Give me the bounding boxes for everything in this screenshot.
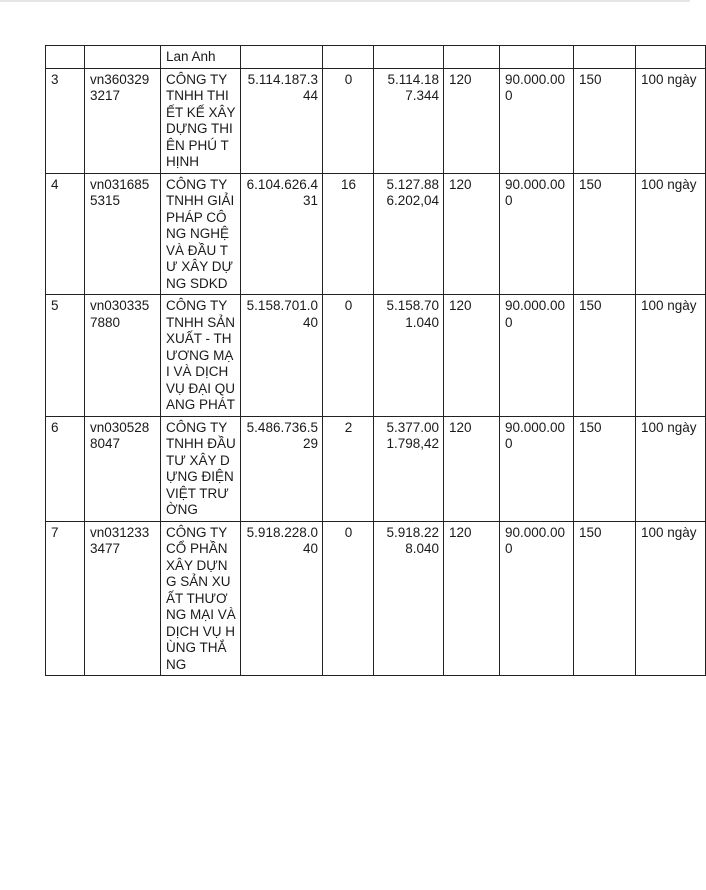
cell-time: 100 ngày [636, 295, 706, 417]
cell-stt: 3 [46, 68, 85, 173]
cell-name: CÔNG TY CỔ PHẦN XÂY DỰNG SẢN XUẤT THƯƠNG MẠI VÀ DỊCH VỤ HÙNG THẮNG [161, 521, 241, 676]
cell-final-price [374, 46, 444, 69]
cell-bid-price: 6.104.626.431 [241, 173, 323, 295]
cell-final-price: 5.114.187.344 [374, 68, 444, 173]
cell-discount [323, 46, 374, 69]
table-row [46, 521, 706, 676]
cell-name: CÔNG TY TNHH SẢN XUẤT - THƯƠNG MẠI VÀ DỊCH VỤ ĐẠI QUANG PHÁT [161, 295, 241, 417]
cell-stt [46, 46, 85, 69]
cell-code: vn0316855315 [85, 173, 161, 295]
cell-bid-price: 5.114.187.344 [241, 68, 323, 173]
cell-bid-price: 5.918.228.040 [241, 521, 323, 676]
cell-validity: 120 [444, 173, 500, 295]
cell-guarantee: 90.000.000 [500, 295, 574, 417]
table-row [46, 173, 706, 295]
cell-guarantee-days [574, 46, 636, 69]
cell-time: 100 ngày [636, 173, 706, 295]
cell-discount: 0 [323, 68, 374, 173]
cell-validity: 120 [444, 68, 500, 173]
cell-guarantee-days: 150 [574, 295, 636, 417]
cell-final-price: 5.377.001.798,42 [374, 416, 444, 521]
cell-stt: 6 [46, 416, 85, 521]
cell-code: vn0303357880 [85, 295, 161, 417]
cell-final-price: 5.127.886.202,04 [374, 173, 444, 295]
cell-validity: 120 [444, 521, 500, 676]
cell-code: vn0312333477 [85, 521, 161, 676]
cell-time: 100 ngày [636, 521, 706, 676]
cell-discount: 16 [323, 173, 374, 295]
cell-guarantee: 90.000.000 [500, 416, 574, 521]
cell-guarantee: 90.000.000 [500, 173, 574, 295]
cell-discount: 0 [323, 295, 374, 417]
cell-validity: 120 [444, 295, 500, 417]
cell-guarantee: 90.000.000 [500, 68, 574, 173]
cell-code: vn0305288047 [85, 416, 161, 521]
cell-name: CÔNG TY TNHH GIẢI PHÁP CÔNG NGHỆ VÀ ĐẦU TƯ XÂY DỰNG SDKD [161, 173, 241, 295]
cell-name: CÔNG TY TNHH THIẾT KẾ XÂY DỰNG THIÊN PHÚ THỊNH [161, 68, 241, 173]
cell-guarantee [500, 46, 574, 69]
bid-results-table [45, 45, 706, 676]
cell-stt: 5 [46, 295, 85, 417]
cell-final-price: 5.158.701.040 [374, 295, 444, 417]
cell-final-price: 5.918.228.040 [374, 521, 444, 676]
cell-stt: 7 [46, 521, 85, 676]
cell-guarantee-days: 150 [574, 68, 636, 173]
cell-bid-price: 5.486.736.529 [241, 416, 323, 521]
cell-time: 100 ngày [636, 416, 706, 521]
cell-guarantee-days: 150 [574, 521, 636, 676]
table-row [46, 295, 706, 417]
cell-guarantee-days: 150 [574, 416, 636, 521]
cell-validity: 120 [444, 416, 500, 521]
cell-discount: 0 [323, 521, 374, 676]
cell-name: CÔNG TY TNHH ĐẦU TƯ XÂY DỰNG ĐIỆN VIỆT TRƯỜNG [161, 416, 241, 521]
cell-bid-price [241, 46, 323, 69]
cell-bid-price: 5.158.701.040 [241, 295, 323, 417]
cell-validity [444, 46, 500, 69]
cell-time: 100 ngày [636, 68, 706, 173]
table-row [46, 68, 706, 173]
cell-guarantee: 90.000.000 [500, 521, 574, 676]
cell-guarantee-days: 150 [574, 173, 636, 295]
cell-name: Lan Anh [161, 46, 241, 69]
cell-discount: 2 [323, 416, 374, 521]
cell-time [636, 46, 706, 69]
cell-stt: 4 [46, 173, 85, 295]
cell-code [85, 46, 161, 69]
table-row-continuation [46, 46, 706, 69]
table-row [46, 416, 706, 521]
cell-code: vn3603293217 [85, 68, 161, 173]
